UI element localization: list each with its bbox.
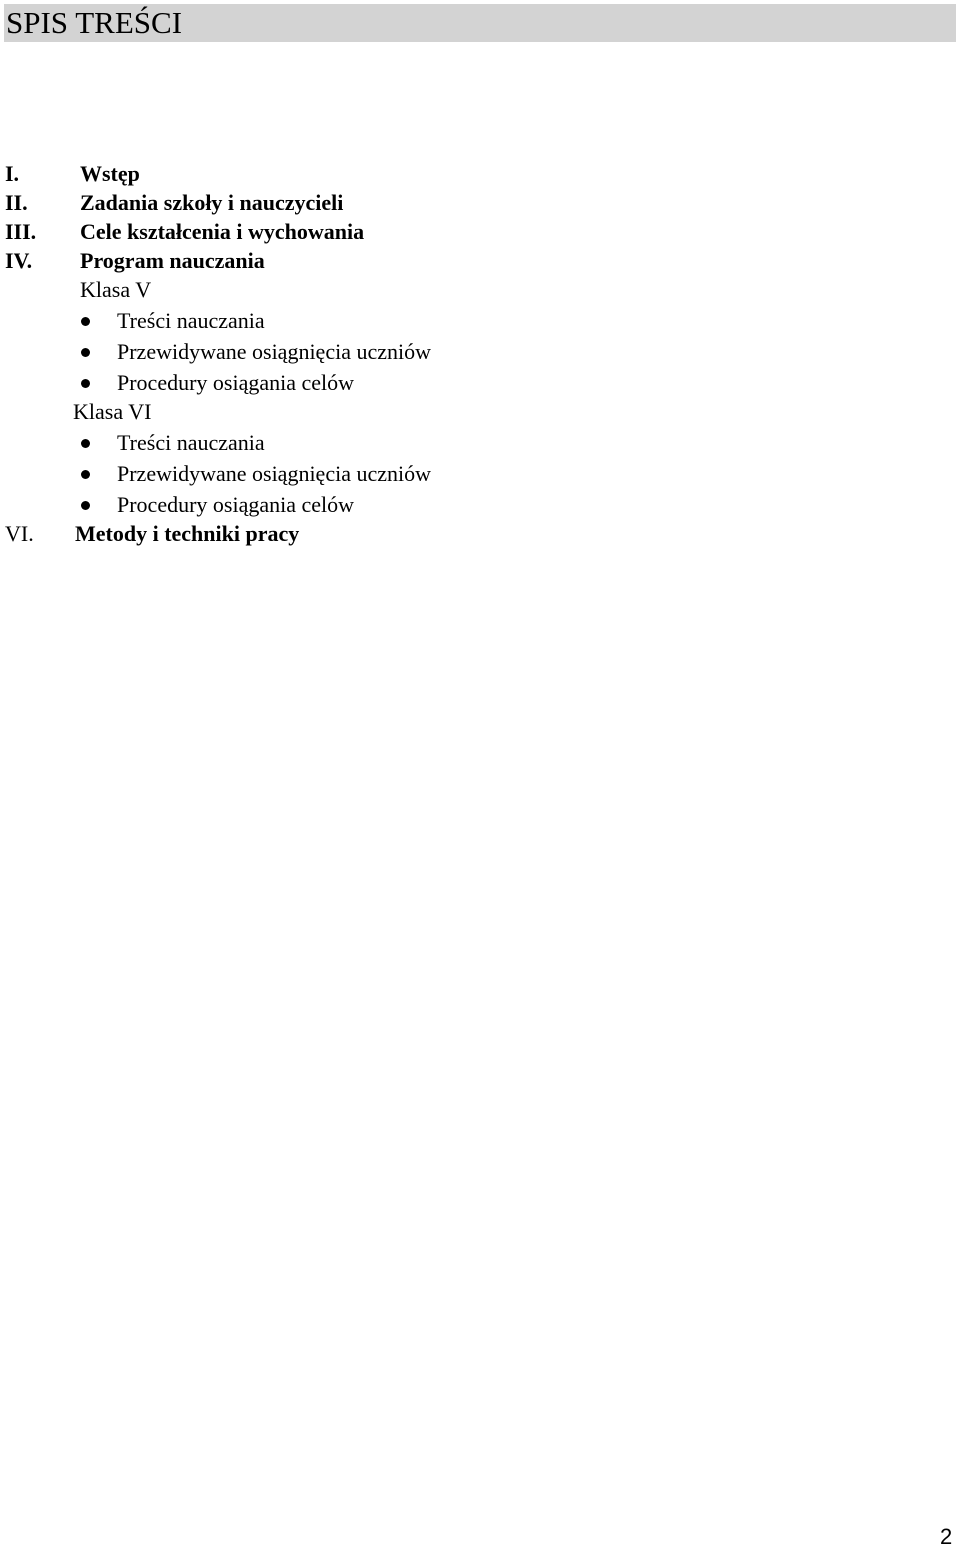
toc-bullet-label: Przewidywane osiągnięcia uczniów [117,461,431,486]
toc-heading: SPIS TREŚCI [6,5,183,40]
bullet-icon [81,501,90,510]
bullet-icon [81,379,90,388]
toc-bullet-label: Procedury osiągania celów [117,370,355,395]
toc-bullet-label: Procedury osiągania celów [117,492,355,517]
toc-number: I. [5,161,20,186]
toc-label: Zadania szkoły i nauczycieli [80,190,344,215]
toc-label: Cele kształcenia i wychowania [80,219,365,244]
toc-number: III. [5,219,37,244]
toc-subsection-title: Klasa V [80,277,152,302]
page-number: 2 [940,1524,953,1549]
toc-number: VI. [5,521,34,546]
toc-number: II. [5,190,28,215]
toc-label: Metody i techniki pracy [75,521,300,546]
toc-bullet-label: Treści nauczania [117,430,265,455]
bullet-icon [81,348,90,357]
toc-bullet-label: Przewidywane osiągnięcia uczniów [117,339,431,364]
toc-subsection-title: Klasa VI [73,399,152,424]
bullet-icon [81,470,90,479]
toc-heading-bar [4,4,956,42]
bullet-icon [81,317,90,326]
toc-label: Program nauczania [80,248,265,273]
toc-bullet-label: Treści nauczania [117,308,265,333]
bullet-icon [81,439,90,448]
toc-number: IV. [5,248,33,273]
toc-label: Wstęp [80,161,140,186]
